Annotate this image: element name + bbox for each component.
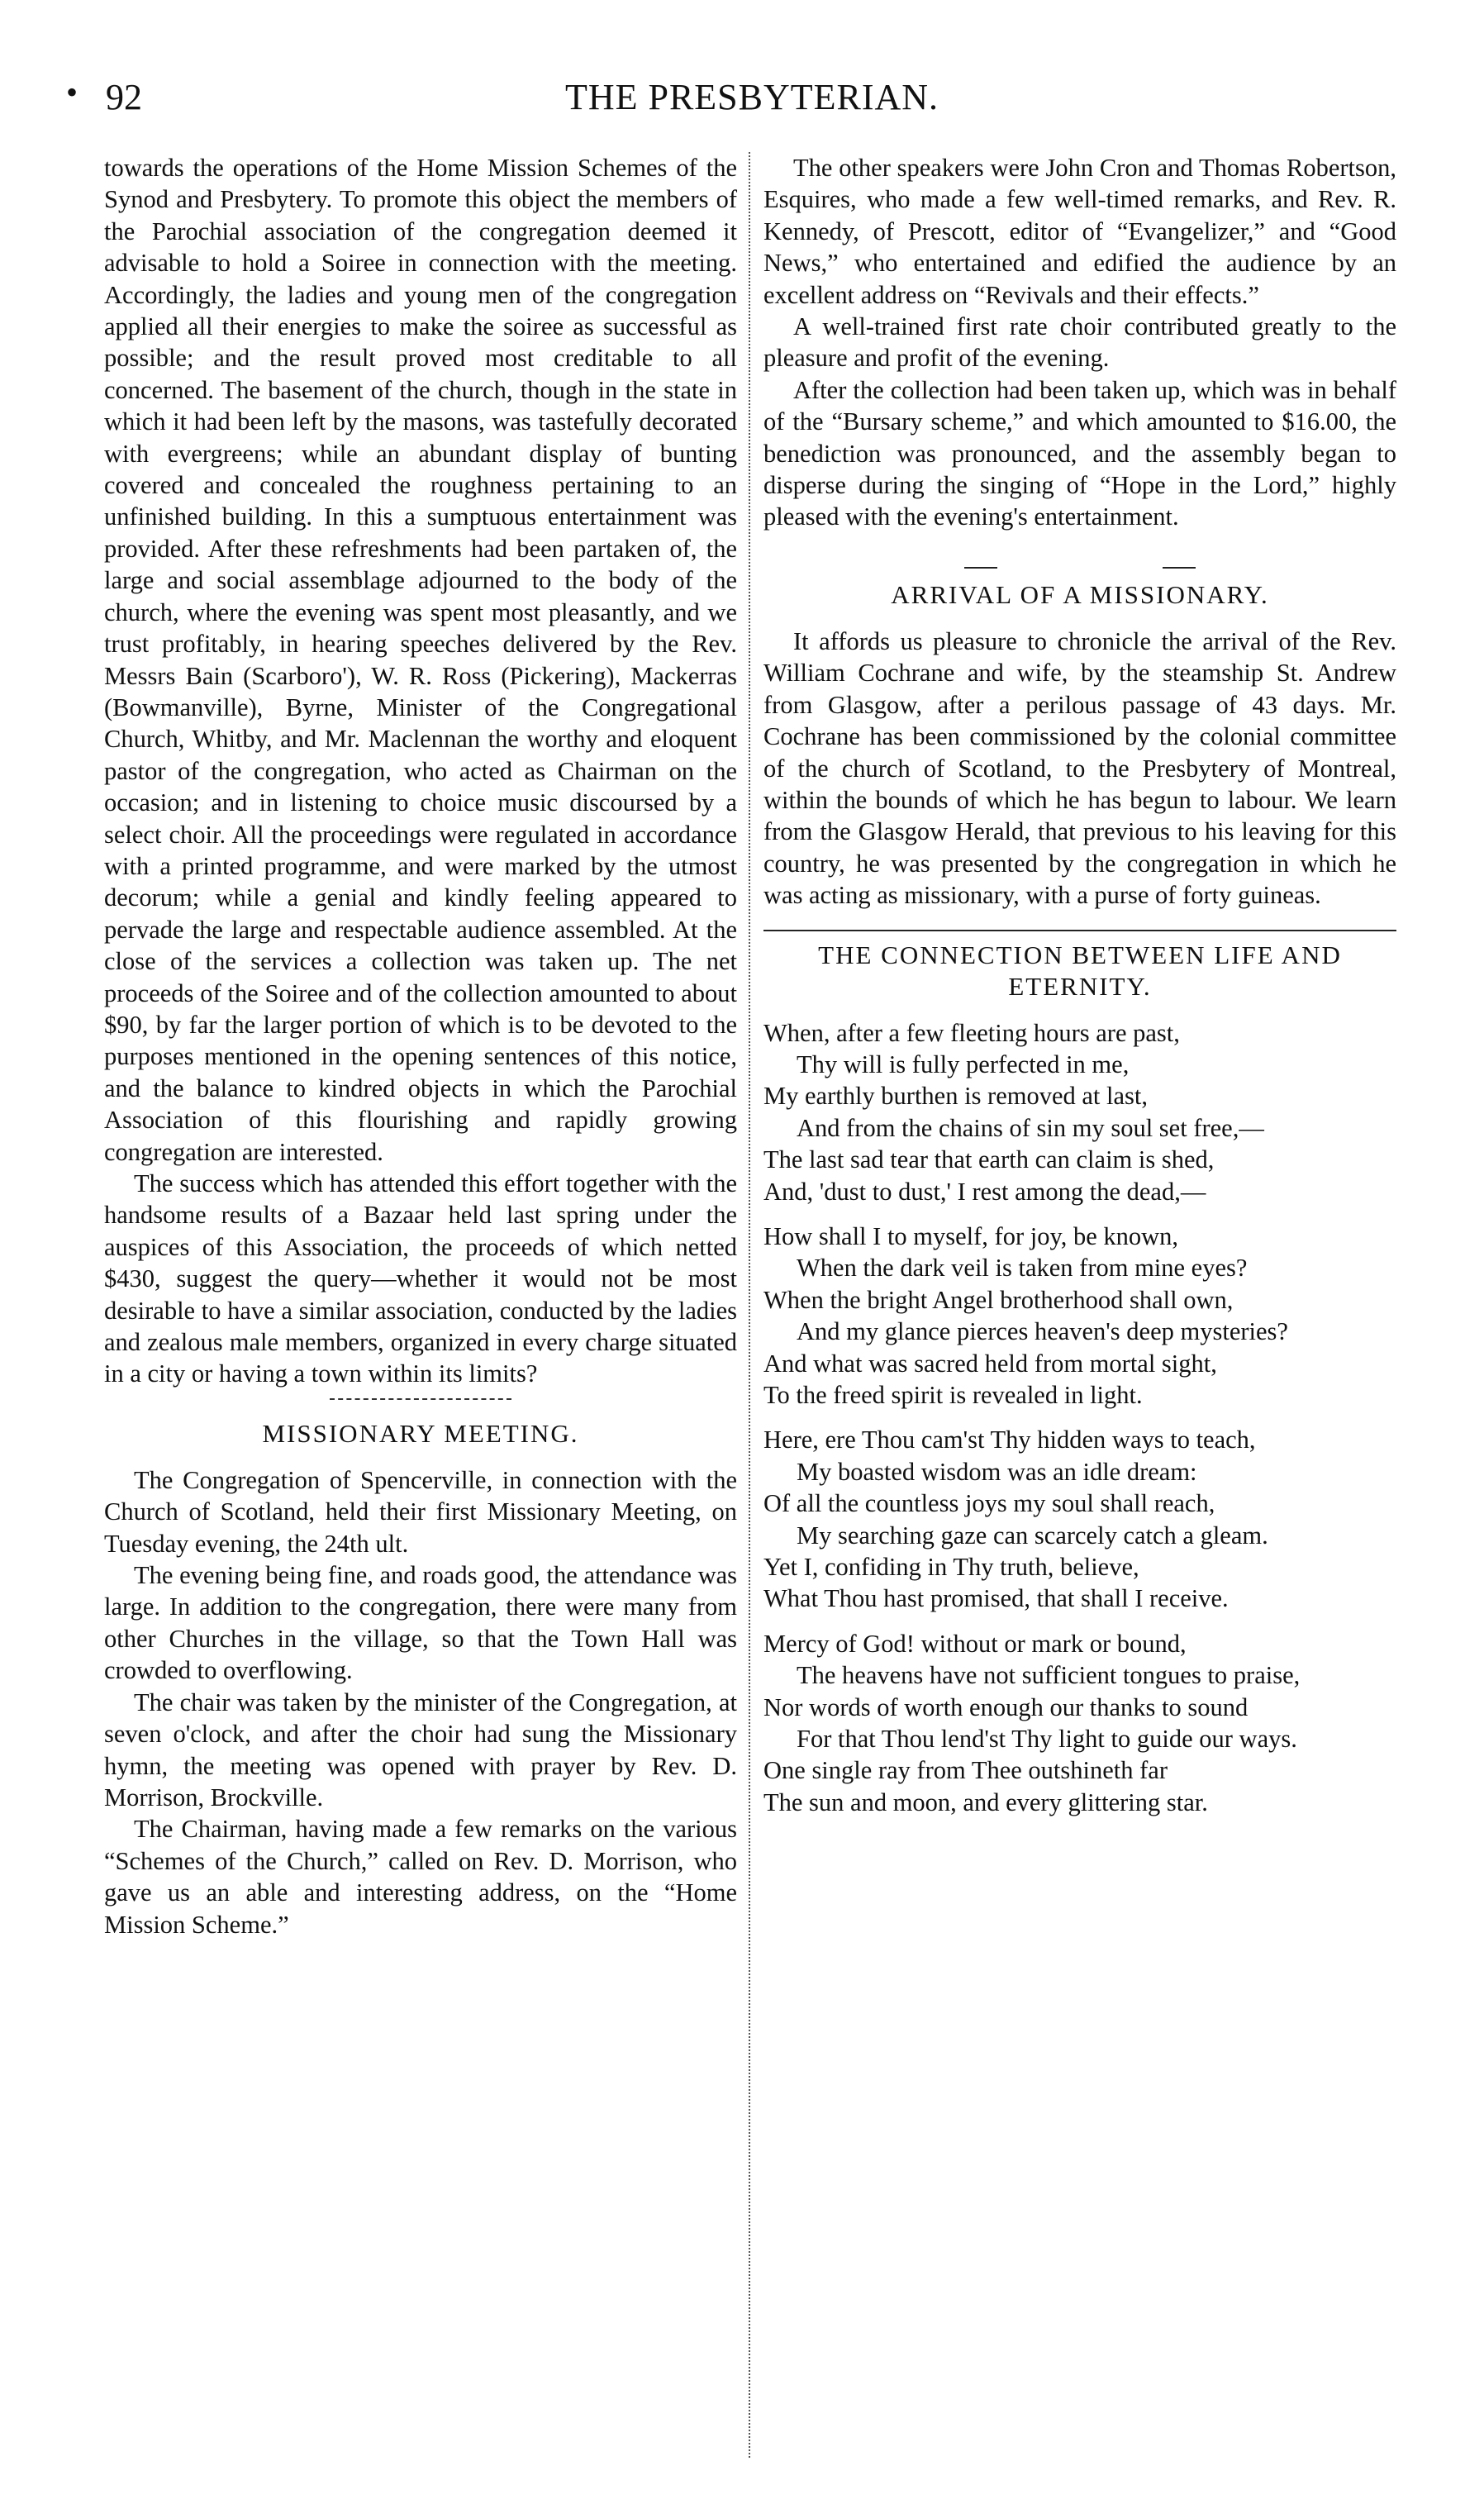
poem-line: The sun and moon, and every glittering star.	[763, 1788, 1208, 1816]
poem-line: Here, ere Thou cam'st Thy hidden ways to teach,	[763, 1426, 1256, 1454]
page-header	[66, 74, 1413, 126]
poem-line: When the bright Angel brotherhood shall own,	[763, 1285, 1234, 1314]
header-bullet: •	[66, 74, 78, 111]
article-paragraph: The success which has attended this effort together with the handsome results of a Bazaar held last spring under the auspices of this Association, the proceeds of which netted $430, suggest the query—whether it would not be most desirable to have a similar association, conducted by the ladies and zealous male members, organized in every charge situated in a city or having a town within its limits?	[104, 1169, 737, 1388]
poem-line: When, after a few fleeting hours are past,	[763, 1018, 1180, 1047]
right-column	[763, 152, 1396, 1818]
poem-line: Yet I, confiding in Thy truth, believe,	[763, 1553, 1139, 1582]
running-title: THE PRESBYTERIAN.	[564, 77, 939, 117]
article-paragraph: After the collection had been taken up, which was in behalf of the “Bursary scheme,” and which amounted to $16.00, the benediction was pronounced, and the assembly began to disperse during the singing of “Hope in the Lord,” highly pleased with the evening's entertainment.	[763, 375, 1396, 531]
column-rule	[749, 152, 750, 2458]
poem-line: And what was sacred held from mortal sight,	[763, 1349, 1217, 1378]
poem-line: My searching gaze can scarcely catch a gleam.	[797, 1521, 1268, 1550]
poem-line: The heavens have not sufficient tongues to praise,	[797, 1661, 1301, 1690]
poem-line: For that Thou lend'st Thy light to guide our ways.	[797, 1725, 1297, 1754]
section-divider	[763, 930, 1396, 931]
page-number: 92	[106, 77, 142, 117]
article-paragraph: towards the operations of the Home Mission Schemes of the Synod and Presbytery. To promote this object the members of the Parochial association of the congregation deemed it advisable to hold a Soiree in connection with the meeting. Accordingly, the ladies and young men of the congregation applied all their energies to make the soiree as successful as possible; and the result proved most creditable to all concerned. The basement of the church, though in the state in which it had been left by the masons, was tastefully decorated with evergreens; while an abundant display of bunting covered and concealed the roughness pertaining to an unfinished building. In this a sumptuous entertainment was provided. After these refreshments had been partaken of, the large and social assemblage adjourned to the body of the church, where the evening was spent most pleasantly, and we trust profitably, in hearing speeches delivered by the Rev. Messrs Bain (Scarboro'), W. R. Ross (Pickering), Mackerras (Bowmanville), Byrne, Minister of the Congregational Church, Whitby, and Mr. Maclennan the worthy and eloquent pastor of the congregation, who acted as Chairman on the occasion; and in listening to choice music discoursed by a select choir. All the proceedings were regulated in accordance with a printed programme, and were marked by the utmost decorum; while a genial and kindly feeling appeared to pervade the large and respectable audience assembled. At the close of the services a collection was taken up. The net proceeds of the Soiree and of the collection amounted to about $90, by far the larger portion of which is to be devoted to the purposes mentioned in the opening sentences of this notice, and the balance to kindred objects in which the Parochial Association of this flourishing and rapidly growing congregation are interested.	[104, 154, 737, 1166]
poem-stanza	[763, 1017, 1396, 1207]
poem-line: When the dark veil is taken from mine eyes?	[797, 1254, 1248, 1283]
poem-line: Mercy of God! without or mark or bound,	[763, 1629, 1187, 1658]
poem-line: What Thou hast promised, that shall I receive.	[763, 1584, 1229, 1613]
article-paragraph: A well-trained first rate choir contributed greatly to the pleasure and profit of the evening.	[763, 312, 1396, 373]
article-paragraph: The Congregation of Spencerville, in connection with the Church of Scotland, held their first Missionary Meeting, on Tuesday evening, the 24th ult.	[104, 1465, 737, 1558]
poem-line: My boasted wisdom was an idle dream:	[797, 1457, 1197, 1486]
section-title-arrival: ARRIVAL OF A MISSIONARY.	[891, 579, 1269, 609]
poem-line: How shall I to myself, for joy, be known,	[763, 1221, 1179, 1250]
poem-stanza	[763, 1424, 1396, 1614]
article-paragraph: The Chairman, having made a few remarks on the various “Schemes of the Church,” called on Rev. D. Morrison, who gave us an able and interesting address, on the “Home Mission Scheme.”	[104, 1815, 737, 1939]
section-divider	[330, 1398, 511, 1400]
left-column	[104, 152, 737, 1940]
poem	[763, 1017, 1396, 1819]
poem-line: And my glance pierces heaven's deep mysteries?	[797, 1317, 1288, 1346]
poem-title	[763, 940, 1396, 1002]
article-paragraph: It affords us pleasure to chronicle the arrival of the Rev. William Cochrane and wife, by the steamship St. Andrew from Glasgow, after a perilous passage of 43 days. Mr. Cochrane has been commissioned by the colonial committee of the church of Scotland, to the Presbytery of Montreal, within the bounds of which he has begun to labour. We learn from the Glasgow Herald, that previous to his leaving for this country, he was presented by the congregation in which he was acting as missionary, with a purse of forty guineas.	[763, 626, 1396, 910]
poem-line: Of all the countless joys my soul shall reach,	[763, 1489, 1215, 1518]
poem-line: Nor words of worth enough our thanks to sound	[763, 1692, 1249, 1721]
poem-line: And from the chains of sin my soul set free,—	[797, 1113, 1264, 1142]
article-paragraph: The other speakers were John Cron and Thomas Robertson, Esquires, who made a few well-timed remarks, and Rev. R. Kennedy, of Prescott, editor of “Evangelizer,” and “Good News,” who entertained and edified the audience by an excellent address on “Revivals and their effects.”	[763, 154, 1396, 309]
poem-line: My earthly burthen is removed at last,	[763, 1082, 1149, 1111]
poem-line: The last sad tear that earth can claim is shed,	[763, 1145, 1215, 1174]
article-paragraph: The evening being fine, and roads good, the attendance was large. In addition to the congregation, there were many from other Churches in the village, so that the Town Hall was crowded to overflowing.	[104, 1561, 737, 1685]
section-title-missionary-meeting: MISSIONARY MEETING.	[262, 1418, 579, 1448]
article-paragraph: The chair was taken by the minister of the Congregation, at seven o'clock, and after the choir had sung the Missionary hymn, the meeting was opened with prayer by Rev. D. Morrison, Brockville.	[104, 1688, 737, 1811]
poem-stanza	[763, 1628, 1396, 1818]
poem-line: To the freed spirit is revealed in light.	[763, 1381, 1143, 1409]
poem-title-line-1: THE CONNECTION BETWEEN LIFE AND	[818, 940, 1342, 969]
poem-line: One single ray from Thee outshineth far	[763, 1756, 1168, 1785]
poem-title-line-2: ETERNITY.	[1008, 971, 1152, 1001]
poem-stanza	[763, 1221, 1396, 1411]
section-divider	[763, 545, 1396, 561]
poem-line: Thy will is fully perfected in me,	[797, 1050, 1130, 1078]
poem-line: And, 'dust to dust,' I rest among the dead,—	[763, 1177, 1206, 1206]
